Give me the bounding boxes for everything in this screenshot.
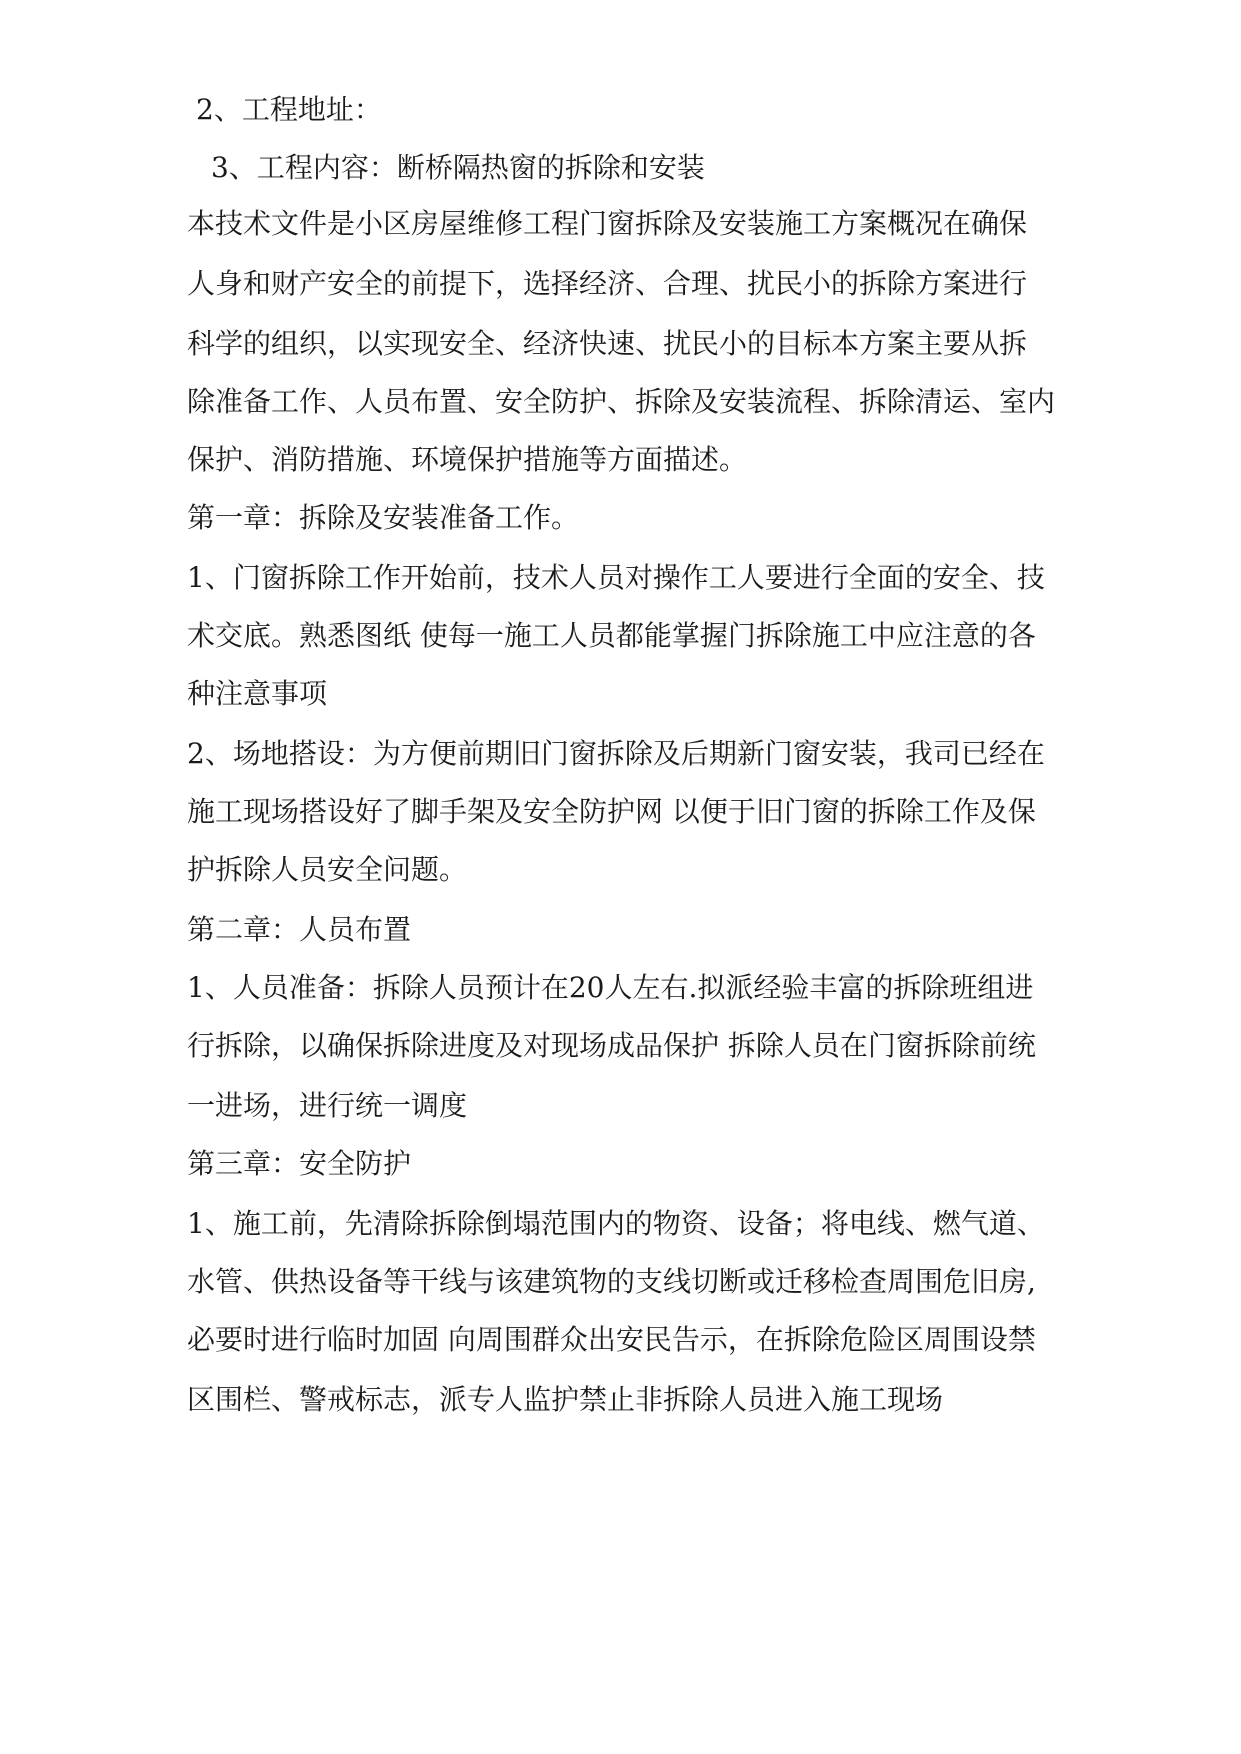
chapter-three-item-1-line: 水管、供热设备等干线与该建筑物的支线切断或迁移检查周围危旧房, xyxy=(187,1265,1036,1298)
chapter-two-item-1-line: 1、人员准备：拆除人员预计在20人左右.拟派经验丰富的拆除班组进 xyxy=(187,971,1034,1004)
item-project-content: 3、工程内容：断桥隔热窗的拆除和安装 xyxy=(211,151,705,184)
chapter-three-item-1-line: 必要时进行临时加固 向周围群众出安民告示，在拆除危险区周围设禁 xyxy=(187,1323,1036,1356)
chapter-one-heading: 第一章：拆除及安装准备工作。 xyxy=(187,501,580,534)
chapter-three-heading: 第三章：安全防护 xyxy=(187,1147,412,1180)
chapter-one-item-2-line: 护拆除人员安全问题。 xyxy=(187,853,468,886)
chapter-one-item-2-line: 施工现场搭设好了脚手架及安全防护网 以便于旧门窗的拆除工作及保 xyxy=(187,795,1036,828)
chapter-one-item-1-line: 种注意事项 xyxy=(187,677,328,710)
chapter-two-item-1-line: 一进场，进行统一调度 xyxy=(187,1089,468,1122)
chapter-two-heading: 第二章：人员布置 xyxy=(187,913,412,946)
intro-paragraph-line: 人身和财产安全的前提下，选择经济、合理、扰民小的拆除方案进行 xyxy=(187,267,1028,300)
intro-paragraph-line: 保护、消防措施、环境保护措施等方面描述。 xyxy=(187,443,748,476)
chapter-three-item-1-line: 区围栏、警戒标志，派专人监护禁止非拆除人员进入施工现场 xyxy=(187,1383,944,1416)
intro-paragraph-line: 本技术文件是小区房屋维修工程门窗拆除及安装施工方案概况在确保 xyxy=(187,207,1028,240)
intro-paragraph-line: 科学的组织，以实现安全、经济快速、扰民小的目标本方案主要从拆 xyxy=(187,327,1028,360)
chapter-two-item-1-line: 行拆除，以确保拆除进度及对现场成品保护 拆除人员在门窗拆除前统 xyxy=(187,1029,1036,1062)
chapter-one-item-2-line: 2、场地搭设：为方便前期旧门窗拆除及后期新门窗安装，我司已经在 xyxy=(187,737,1045,770)
chapter-three-item-1-line: 1、施工前，先清除拆除倒塌范围内的物资、设备；将电线、燃气道、 xyxy=(187,1207,1045,1240)
intro-paragraph-line: 除准备工作、人员布置、安全防护、拆除及安装流程、拆除清运、室内 xyxy=(187,385,1056,418)
chapter-one-item-1-line: 术交底。熟悉图纸 使每一施工人员都能掌握门拆除施工中应注意的各 xyxy=(187,619,1036,652)
chapter-one-item-1-line: 1、门窗拆除工作开始前，技术人员对操作工人要进行全面的安全、技 xyxy=(187,561,1045,594)
item-project-address: 2、工程地址： xyxy=(196,93,382,126)
